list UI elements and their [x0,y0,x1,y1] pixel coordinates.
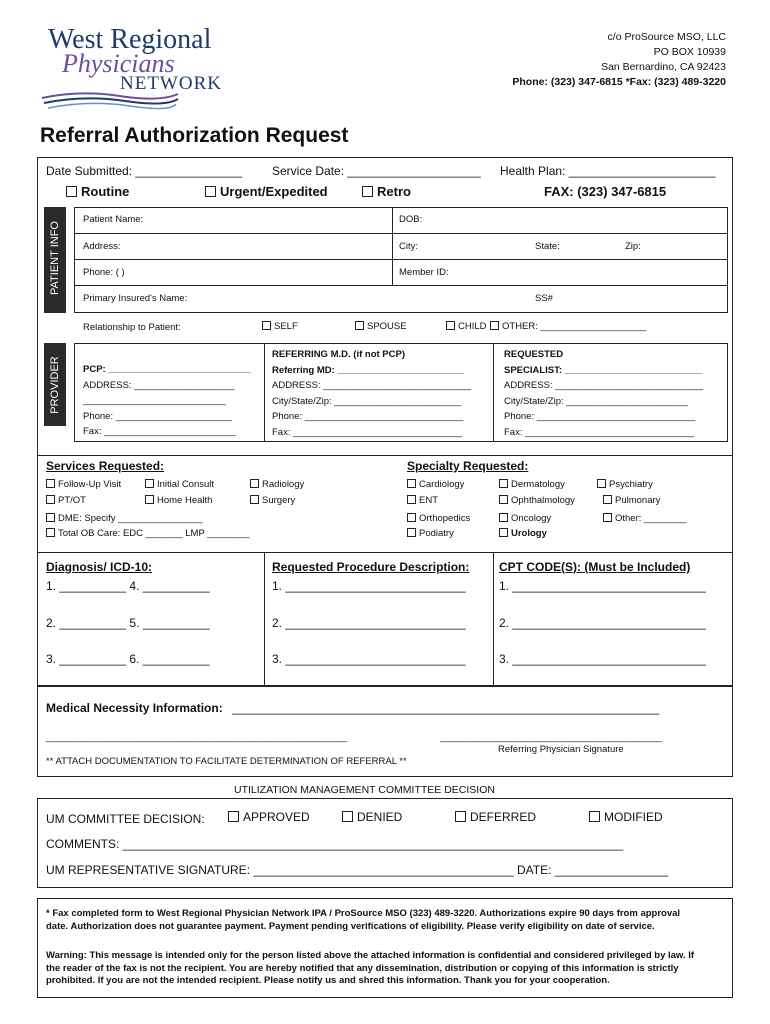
service-date[interactable]: Service Date: ____________________ [272,164,481,178]
warning-note [46,950,694,988]
relationship-label: Relationship to Patient: [83,322,181,333]
fax-number: FAX: (323) 347-6815 [544,184,667,199]
cpt-row1[interactable]: 1. _____________________________ [499,579,706,593]
checkbox[interactable] [228,811,239,822]
specialist-field[interactable]: SPECIALIST: __________________________ [504,364,703,376]
referring-address-field[interactable]: ADDRESS: ____________________________ [272,380,472,391]
ptot-label: PT/OT [58,495,86,506]
necessity-line2[interactable]: _________________________________________________________ [46,732,348,743]
logo-line3: NETWORK [120,73,222,94]
self-option[interactable] [262,321,298,332]
checkbox[interactable] [262,321,271,330]
address-line3: San Bernardino, CA 92423 [601,61,726,73]
warning-line3: prohibited. If you are not the intended recipient. Please notify us and shred this information. Thank you for your cooperation. [46,975,610,986]
divider [37,455,733,456]
divider [264,552,265,686]
dme-option[interactable] [46,513,203,524]
patient-name-field[interactable]: Patient Name: [83,214,144,225]
um-signature-field[interactable]: UM REPRESENTATIVE SIGNATURE: _______________________________________ DATE: _________________ [46,863,669,877]
other-specialty-option[interactable] [603,513,686,524]
podiatry-label: Podiatry [419,528,454,539]
checkbox[interactable] [455,811,466,822]
pcp-block [83,362,251,440]
divider [392,207,393,285]
um-header: UTILIZATION MANAGEMENT COMMITTEE DECISION [234,784,495,796]
spouse-option[interactable] [355,321,407,332]
comments-field[interactable]: COMMENTS: ___________________________________________________________________________ [46,837,624,851]
checkbox[interactable] [499,479,508,488]
surgery-option[interactable] [250,495,295,506]
services-title: Services Requested: [46,459,165,473]
urology-label: Urology [511,528,547,539]
ent-option[interactable] [407,495,438,506]
surgery-label: Surgery [262,495,296,506]
followup-label: Follow-Up Visit [58,479,122,490]
dermatology-option[interactable] [499,479,565,490]
date-submitted[interactable]: Date Submitted: ________________ [46,164,243,178]
checkbox[interactable] [145,495,154,504]
diagnosis-row2[interactable]: 2. __________ 5. __________ [46,616,210,630]
cpt-row3[interactable]: 3. _____________________________ [499,652,706,666]
other-specialty-label: Other: ________ [615,513,687,524]
referring-md-block [272,347,471,440]
checkbox[interactable] [499,528,508,537]
address-phone: Phone: (323) 347-6815 *Fax: (323) 489-3220 [512,76,726,88]
checkbox[interactable] [46,495,55,504]
checkbox[interactable] [46,513,55,522]
pcp-address-field[interactable]: ADDRESS: ___________________ [83,379,235,391]
checkbox[interactable] [603,495,612,504]
um-decision-label: UM COMMITTEE DECISION: [46,812,205,826]
logo-swoosh-icon [40,88,180,110]
fax-note [46,908,680,933]
cardiology-label: Cardiology [419,479,465,490]
divider [493,552,494,686]
other-option[interactable] [490,321,646,332]
checkbox[interactable] [603,513,612,522]
child-option[interactable] [446,321,487,332]
checkbox[interactable] [597,479,606,488]
necessity-label: Medical Necessity Information: [46,701,223,715]
divider [493,343,494,442]
logo-line2: Physicians [62,49,175,78]
psychiatry-option[interactable] [597,479,653,490]
radiology-label: Radiology [262,479,305,490]
retro-label: Retro [377,184,411,199]
ss-field[interactable]: SS# [535,293,553,304]
diagnosis-title: Diagnosis/ ICD-10: [46,560,153,574]
routine-label: Routine [81,184,130,199]
checkbox[interactable] [407,479,416,488]
procedure-row1[interactable]: 1. ___________________________ [272,579,466,593]
orthopedics-label: Orthopedics [419,513,471,524]
signature-label: Referring Physician Signature [498,744,624,755]
specialist-phone-field[interactable]: Phone: ______________________________ [504,411,696,422]
checkbox[interactable] [499,513,508,522]
address-block [512,30,726,90]
child-label: CHILD [458,321,487,332]
patient-info-label: PATIENT INFO [49,221,61,295]
urgent-label: Urgent/Expedited [220,184,328,199]
self-label: SELF [274,321,298,332]
provider-label: PROVIDER [49,356,61,414]
warning-line2: the reader of the fax is not the recipient. You are hereby notified that any dissemination, distribution or copying of this information is strictly [46,962,679,974]
ophthalmology-option[interactable] [499,495,575,506]
checkbox[interactable] [355,321,364,330]
divider [264,343,265,442]
fax-note-line2: date. Authorization does not guarantee payment. Payment pending verifications of eligibility. Please verify eligibility on date of service. [46,920,655,932]
referring-phone-field[interactable]: Phone: ______________________________ [272,411,464,422]
consult-option[interactable] [145,479,214,490]
checkbox[interactable] [145,479,154,488]
orthopedics-option[interactable] [407,513,470,524]
page-title: Referral Authorization Request [40,124,349,147]
checkbox[interactable] [589,811,600,822]
specialist-address-field[interactable]: ADDRESS: ____________________________ [504,380,704,391]
divider [74,233,728,234]
home-health-option[interactable] [145,495,212,506]
checkbox[interactable] [407,513,416,522]
state-field[interactable]: State: [535,241,560,252]
psychiatry-label: Psychiatry [609,479,653,490]
ophthalmology-label: Ophthalmology [511,495,575,506]
ob-care-option[interactable] [46,528,250,539]
urology-option[interactable] [499,528,547,539]
dme-label: DME: Specify ________________ [58,513,203,524]
ob-care-label: Total OB Care: EDC _______ LMP ________ [58,528,250,539]
procedure-row3[interactable]: 3. ___________________________ [272,652,466,666]
checkbox[interactable] [499,495,508,504]
checkbox[interactable] [46,479,55,488]
checkbox[interactable] [490,321,499,330]
necessity-line[interactable]: ________________________________________________________________ [232,701,660,715]
referring-city-field[interactable]: City/State/Zip: ________________________ [272,395,462,407]
ptot-option[interactable] [46,495,86,506]
ent-label: ENT [419,495,438,506]
other-label: OTHER: ____________________ [502,321,647,332]
attach-note: ** ATTACH DOCUMENTATION TO FACILITATE DETERMINATION OF REFERRAL ** [46,756,407,767]
divider [37,552,733,553]
oncology-option[interactable] [499,513,551,524]
specialist-fax-field[interactable]: Fax: ________________________________ [504,426,695,438]
home-health-label: Home Health [157,495,213,506]
address-field[interactable]: Address: [83,241,121,252]
pulmonary-label: Pulmonary [615,495,661,506]
dob-field[interactable]: DOB: [399,214,423,225]
spouse-label: SPOUSE [367,321,407,332]
pcp-fax-field[interactable]: Fax: _________________________ [83,426,237,437]
member-id-field[interactable]: Member ID: [399,267,449,278]
procedure-title: Requested Procedure Description: [272,560,470,574]
checkbox[interactable] [407,528,416,537]
oncology-label: Oncology [511,513,552,524]
cardiology-option[interactable] [407,479,464,490]
radiology-option[interactable] [250,479,304,490]
pcp-phone-field[interactable]: Phone: ______________________ [83,410,232,422]
specialist-city-field[interactable]: City/State/Zip: _______________________ [504,395,688,407]
dermatology-label: Dermatology [511,479,565,490]
address-line1: c/o ProSource MSO, LLC [607,31,726,43]
pulmonary-option[interactable] [603,495,660,506]
referring-fax-field[interactable]: Fax: ________________________________ [272,426,463,438]
procedure-row2[interactable]: 2. ___________________________ [272,616,466,630]
denied-option[interactable] [342,810,402,824]
modified-option[interactable] [589,810,663,824]
deferred-option[interactable] [455,810,536,824]
city-field[interactable]: City: [399,241,418,252]
followup-option[interactable] [46,479,121,490]
specialist-block [504,347,703,440]
approved-option[interactable] [228,810,310,824]
deferred-label: DEFERRED [470,810,537,824]
address-line2: PO BOX 10939 [653,46,726,58]
specialty-title: Specialty Requested: [407,459,529,473]
approved-label: APPROVED [243,810,310,824]
cpt-row2[interactable]: 2. _____________________________ [499,616,706,630]
diagnosis-row3[interactable]: 3. __________ 6. __________ [46,652,210,666]
fax-note-line1: * Fax completed form to West Regional Physician Network IPA / ProSource MSO (323) 489-3220. Authorizations expire 90 days from approval [46,908,681,919]
specialist-heading: REQUESTED [504,349,564,360]
denied-label: DENIED [357,810,403,824]
modified-label: MODIFIED [604,810,663,824]
warning-line1: Warning: This message is intended only for the person listed above the attached information is confidential and considered privileged by law. If [46,950,695,961]
checkbox[interactable] [446,321,455,330]
referring-md-field[interactable]: Referring MD: ________________________ [272,364,465,376]
checkbox[interactable] [46,528,55,537]
primary-insured-field[interactable]: Primary Insured's Name: [83,293,188,304]
checkbox[interactable] [250,495,259,504]
divider [74,259,728,260]
cpt-title: CPT CODE(S): (Must be Included) [499,560,691,574]
health-plan[interactable]: Health Plan: ______________________ [500,164,716,178]
pcp-address-line2[interactable]: ___________________________ [83,395,226,406]
diagnosis-row1[interactable]: 1. __________ 4. __________ [46,579,210,593]
divider [74,285,728,286]
checkbox[interactable] [407,495,416,504]
podiatry-option[interactable] [407,528,454,539]
signature-line[interactable]: __________________________________________ [440,732,662,743]
phone-field[interactable]: Phone: ( ) [83,267,125,278]
consult-label: Initial Consult [157,479,215,490]
pcp-field[interactable]: PCP: ___________________________ [83,364,251,375]
checkbox[interactable] [342,811,353,822]
checkbox[interactable] [250,479,259,488]
referring-md-heading: REFERRING M.D. (if not PCP) [272,349,405,360]
logo-line1: West Regional [48,24,212,55]
zip-field[interactable]: Zip: [625,241,641,252]
